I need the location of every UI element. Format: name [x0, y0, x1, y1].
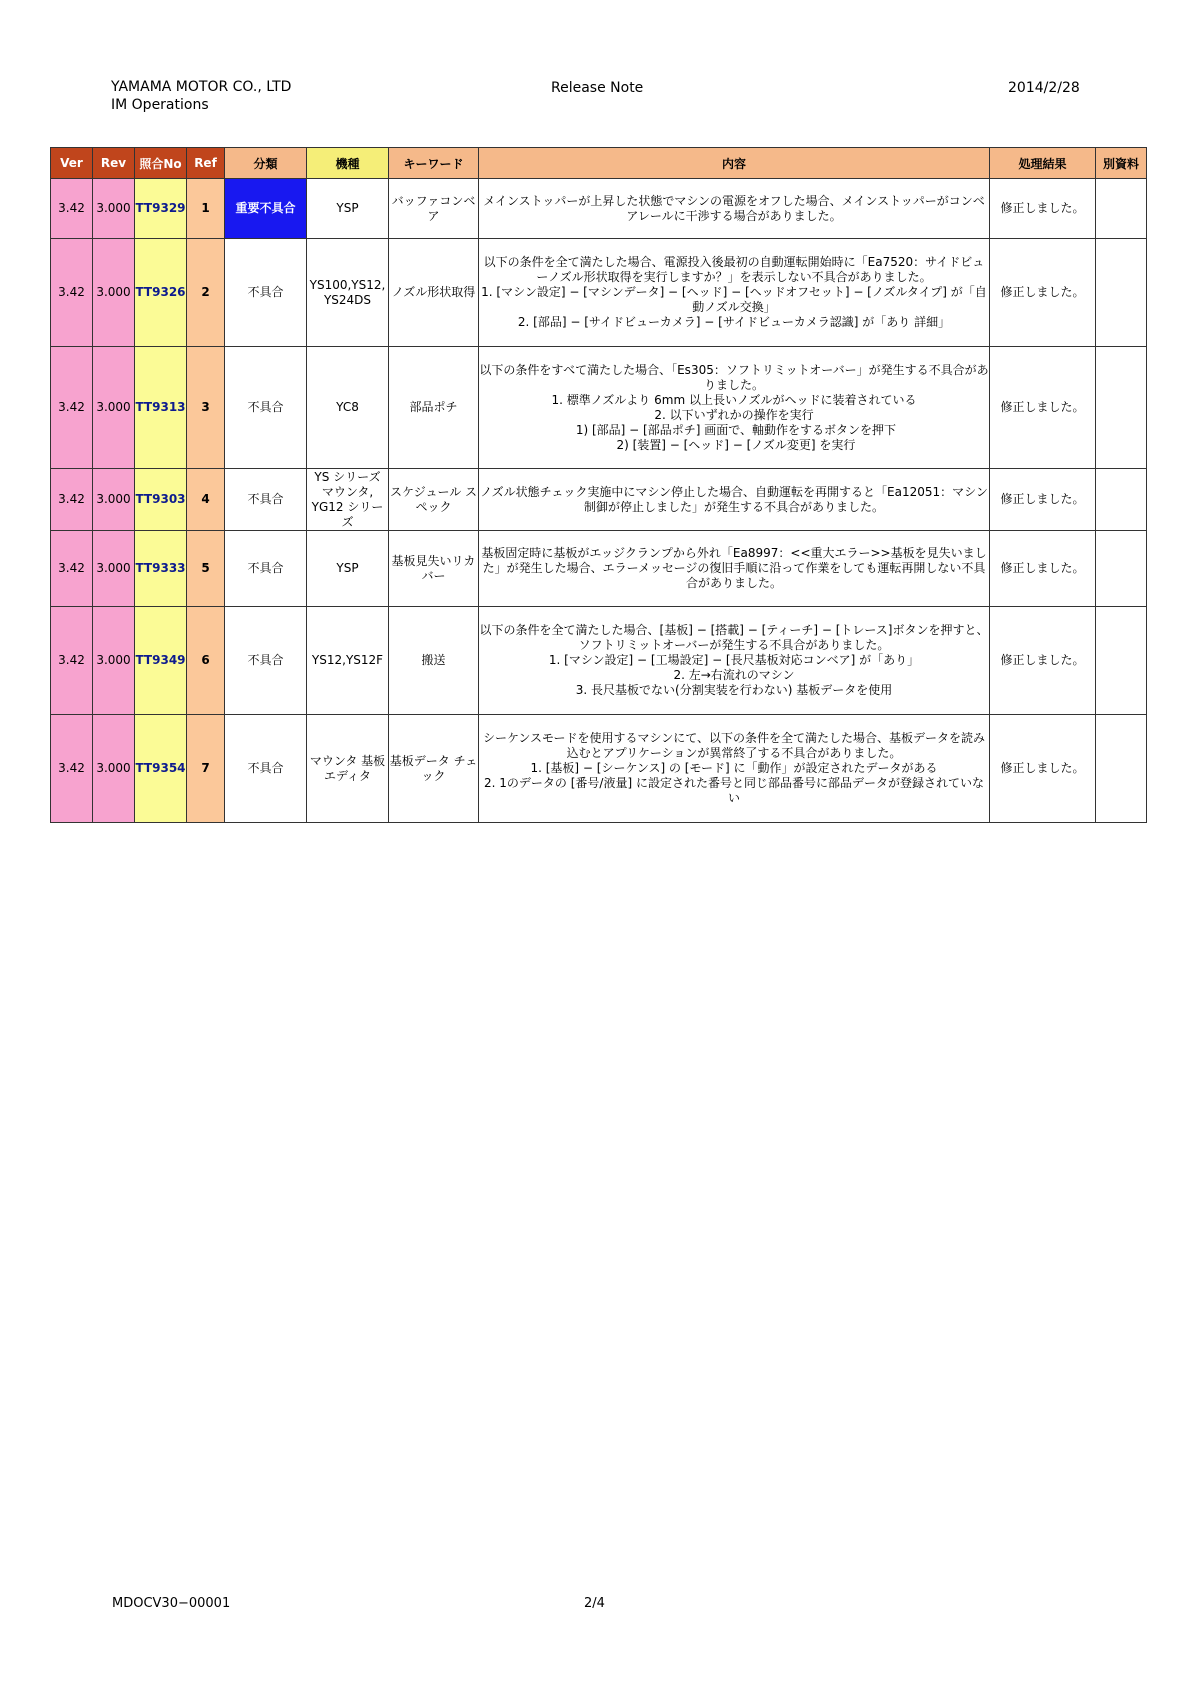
table-row [51, 715, 1147, 823]
cell-attachment [1096, 531, 1147, 607]
content-line: シーケンスモードを使用するマシンにて、以下の条件を全て満たした場合、基板データを読み込むとアプリケーションが異常終了する不具合がありました。 [482, 731, 986, 760]
footer-page-number: 2/4 [584, 1596, 605, 1611]
cell-keyword: 部品ポチ [389, 347, 479, 469]
cell-shogo-no: TT9326 [135, 239, 187, 347]
cell-result: 修正しました。 [990, 239, 1096, 347]
table-row [51, 347, 1147, 469]
cell-category: 不具合 [225, 239, 307, 347]
cell-keyword: ノズル形状取得 [389, 239, 479, 347]
content-line: 1. [基板] − [シーケンス] の [モード] に「動作」が設定されたデータがある [530, 761, 938, 775]
cell-attachment [1096, 469, 1147, 531]
cell-shogo-no: TT9313 [135, 347, 187, 469]
content-line: 以下の条件を全て満たした場合、電源投入後最初の自動運転開始時に「Ea7520：サイドビューノズル形状取得を実行しますか？」を表示しない不具合がありました。 [483, 255, 985, 284]
release-note-table [50, 147, 1147, 823]
cell-attachment [1096, 607, 1147, 715]
column-header-ver: Ver [51, 148, 93, 179]
table-row [51, 179, 1147, 239]
cell-ver: 3.42 [51, 347, 93, 469]
cell-keyword: 基板データ チェック [389, 715, 479, 823]
cell-category: 重要不具合 [225, 179, 307, 239]
cell-shogo-no: TT9349 [135, 607, 187, 715]
cell-model: YS12,YS12F [307, 607, 389, 715]
cell-keyword: 基板見失いリカバー [389, 531, 479, 607]
column-header-ref: Ref [187, 148, 225, 179]
cell-category: 不具合 [225, 715, 307, 823]
content-line: ノズル状態チェック実施中にマシン停止した場合、自動運転を再開すると「Ea12051：マシン制御が停止しました」が発生する不具合がありました。 [480, 484, 988, 514]
cell-content [479, 715, 990, 823]
cell-ver: 3.42 [51, 531, 93, 607]
cell-content [479, 179, 990, 239]
column-header-result: 処理結果 [990, 148, 1096, 179]
cell-model: マウンタ 基板エディタ [307, 715, 389, 823]
cell-ver: 3.42 [51, 239, 93, 347]
content-line: 1. [マシン設定] − [マシンデータ] − [ヘッド] − [ヘッドオフセット] − [ノズルタイプ] が「自動ノズル交換」 [481, 285, 987, 314]
document-date: 2014/2/28 [1008, 80, 1080, 96]
column-header-shogo-no: 照合No [135, 148, 187, 179]
header-left [111, 78, 291, 114]
cell-rev: 3.000 [93, 239, 135, 347]
cell-attachment [1096, 347, 1147, 469]
column-header-keyword: キーワード [389, 148, 479, 179]
cell-rev: 3.000 [93, 531, 135, 607]
cell-category: 不具合 [225, 347, 307, 469]
cell-attachment [1096, 179, 1147, 239]
content-line: 基板固定時に基板がエッジクランプから外れ「Ea8997：<<重大エラー>>基板を見失いました」が発生した場合、エラーメッセージの復旧手順に沿って作業をしても運転再開しない不具合がありました。 [481, 546, 987, 590]
cell-keyword: スケジュール スペック [389, 469, 479, 531]
cell-model: YSP [307, 179, 389, 239]
content-line: 2. 左→右流れのマシン [673, 668, 795, 682]
cell-result: 修正しました。 [990, 715, 1096, 823]
company-name: YAMAMA MOTOR CO., LTD [111, 79, 292, 95]
cell-shogo-no: TT9333 [135, 531, 187, 607]
content-line: 2. 以下いずれかの操作を実行 [654, 407, 814, 422]
cell-ref: 5 [187, 531, 225, 607]
cell-ref: 3 [187, 347, 225, 469]
cell-category: 不具合 [225, 469, 307, 531]
content-line: 2) [装置] − [ヘッド] − [ノズル変更] を実行 [612, 437, 856, 452]
cell-ver: 3.42 [51, 607, 93, 715]
cell-content [479, 347, 990, 469]
cell-content [479, 531, 990, 607]
cell-ref: 4 [187, 469, 225, 531]
content-line: メインストッパーが上昇した状態でマシンの電源をオフした場合、メインストッパーがコンベアレールに干渉する場合がありました。 [483, 193, 985, 223]
cell-model: YS100,YS12, YS24DS [307, 239, 389, 347]
cell-result: 修正しました。 [990, 607, 1096, 715]
table-row [51, 607, 1147, 715]
cell-rev: 3.000 [93, 469, 135, 531]
cell-shogo-no: TT9354 [135, 715, 187, 823]
cell-ref: 6 [187, 607, 225, 715]
column-header-attachment: 別資料 [1096, 148, 1147, 179]
document-title: Release Note [551, 80, 644, 96]
cell-shogo-no: TT9303 [135, 469, 187, 531]
cell-rev: 3.000 [93, 179, 135, 239]
content-line: 以下の条件をすべて満たした場合、「Es305：ソフトリミットオーバー」が発生する不具合がありました。 [479, 362, 989, 392]
cell-rev: 3.000 [93, 347, 135, 469]
cell-content [479, 469, 990, 531]
cell-result: 修正しました。 [990, 531, 1096, 607]
column-header-category: 分類 [225, 148, 307, 179]
cell-result: 修正しました。 [990, 347, 1096, 469]
content-line: 1) [部品] − [部品ポチ] 画面で、軸動作をするボタンを押下 [572, 422, 896, 437]
content-line: 3. 長尺基板でない(分割実装を行わない) 基板データを使用 [575, 683, 893, 697]
column-header-content: 内容 [479, 148, 990, 179]
table-row [51, 239, 1147, 347]
cell-shogo-no: TT9329 [135, 179, 187, 239]
cell-model: YS シリーズ マウンタ, YG12 シリーズ [307, 469, 389, 531]
content-line: 1. 標準ノズルより 6mm 以上長いノズルがヘッドに装着されている [551, 392, 917, 407]
division-name: IM Operations [111, 97, 209, 113]
cell-ref: 7 [187, 715, 225, 823]
cell-model: YSP [307, 531, 389, 607]
cell-rev: 3.000 [93, 715, 135, 823]
cell-content [479, 607, 990, 715]
cell-category: 不具合 [225, 531, 307, 607]
content-line: 2. 1のデータの [番号/液量] に設定された番号と同じ部品番号に部品データが登録されていない [484, 776, 984, 805]
cell-category: 不具合 [225, 607, 307, 715]
cell-ver: 3.42 [51, 469, 93, 531]
table-row [51, 469, 1147, 531]
content-line: 2. [部品] − [サイドビューカメラ] − [サイドビューカメラ認識] が「あり 詳細」 [517, 315, 951, 329]
cell-ref: 1 [187, 179, 225, 239]
column-header-rev: Rev [93, 148, 135, 179]
cell-ref: 2 [187, 239, 225, 347]
cell-attachment [1096, 715, 1147, 823]
footer-doc-id: MDOCV30−00001 [112, 1596, 231, 1611]
cell-ver: 3.42 [51, 715, 93, 823]
cell-keyword: バッファコンベア [389, 179, 479, 239]
table-header-row [51, 148, 1147, 179]
content-line: 1. [マシン設定] − [工場設定] − [長尺基板対応コンベア] が「あり」 [548, 653, 920, 667]
cell-attachment [1096, 239, 1147, 347]
cell-result: 修正しました。 [990, 469, 1096, 531]
cell-content [479, 239, 990, 347]
column-header-model: 機種 [307, 148, 389, 179]
table-row [51, 531, 1147, 607]
cell-ver: 3.42 [51, 179, 93, 239]
cell-rev: 3.000 [93, 607, 135, 715]
cell-keyword: 搬送 [389, 607, 479, 715]
cell-model: YC8 [307, 347, 389, 469]
cell-result: 修正しました。 [990, 179, 1096, 239]
content-line: 以下の条件を全て満たした場合、[基板] − [搭載] − [ティーチ] − [トレース]ボタンを押すと、ソフトリミットオーバーが発生する不具合がありました。 [479, 623, 989, 652]
